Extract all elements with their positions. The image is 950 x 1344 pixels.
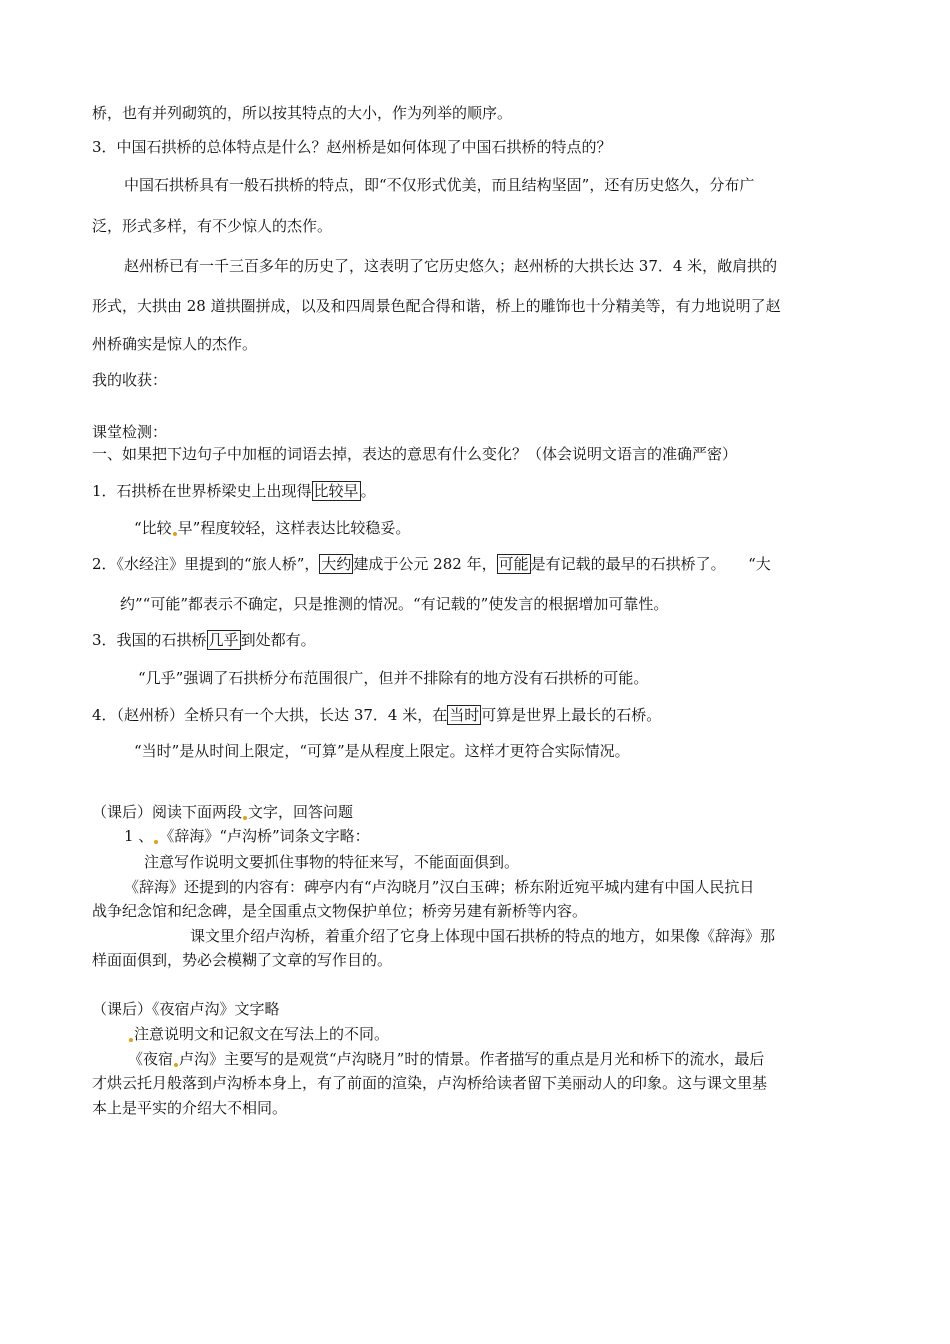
question-3: 3．中国石拱桥的总体特点是什么？赵州桥是如何体现了中国石拱桥的特点的？ [92, 138, 612, 156]
dot-mark [174, 1063, 178, 1067]
text-span: 《辞海》“卢沟桥”词条文字略： [159, 827, 370, 845]
paragraph-line: 《辞海》还提到的内容有：碑亭内有“卢沟晓月”汉白玉碑；桥东附近宛平城内建有中国人民抗日 [124, 878, 755, 896]
my-gain-heading: 我的收获： [92, 371, 168, 389]
boxed-word: 几乎 [208, 631, 239, 649]
sentence-1 [92, 481, 376, 501]
text-span: “比较 [134, 519, 172, 537]
after-class-2-heading: （课后）《夜宿卢沟》文字略 [92, 1000, 280, 1018]
paragraph-line: 本上是平实的介绍大不相同。 [92, 1099, 288, 1117]
boxed-word: 当时 [449, 706, 480, 724]
after-class-1-heading [92, 802, 353, 822]
paragraph-line: 才烘云托月般落到卢沟桥本身上，有了前面的渲染，卢沟桥给读者留下美丽动人的印象。这与课文里基 [92, 1074, 768, 1092]
text-span: 3．我国的石拱桥 [92, 631, 207, 649]
after-class-1-note: 注意写作说明文要抓住事物的特征来写，不能面面俱到。 [144, 853, 520, 871]
text-span: 州桥的大拱长达 37．4 米，敞肩拱的 [529, 257, 778, 275]
answer-line: 形式，大拱由 28 道拱圈拼成，以及和四周景色配合得和谐，桥上的雕饰也十分精美等，有力地说明了赵 [92, 297, 781, 315]
text-span: 可算是世界上最长的石桥。 [481, 706, 662, 724]
text-span: 卢沟》主要写的是观赏“卢沟晓月”时的情景。作者描写的重点是月光和桥下的流水，最后 [179, 1050, 765, 1068]
text-span: （课后）阅读下面两段 [92, 803, 243, 821]
text-span: 文字，回答问题 [248, 803, 354, 821]
text-span: 到处都有。 [240, 631, 316, 649]
text-span: 《夜宿 [128, 1050, 174, 1068]
sentence-2-answer: 约”“可能”都表示不确定，只是推测的情况。“有记载的”使发言的根据增加可靠性。 [120, 595, 669, 613]
answer-line [124, 256, 777, 276]
text-span: 1 、 [124, 827, 154, 845]
text-span: 2．《水经注》里提到的“旅人桥”， [92, 555, 320, 573]
answer-line: 州桥确实是惊人的杰作。 [92, 335, 258, 353]
text-span: 1．石拱桥在世界桥梁史上出现得 [92, 482, 312, 500]
dot-mark [129, 1038, 133, 1042]
sentence-1-answer [134, 518, 410, 538]
paragraph-line: 战争纪念馆和纪念碑，是全国重点文物保护单位；桥旁另建有新桥等内容。 [92, 902, 588, 920]
text-line: 桥，也有并列砌筑的，所以按其特点的大小，作为列举的顺序。 [92, 104, 513, 122]
check-question-1: 一、如果把下边句子中加框的词语去掉，表达的意思有什么变化？（体会说明文语言的准确严密） [92, 445, 738, 463]
text-span: 早”程度较轻，这样表达比较稳妥。 [177, 519, 411, 537]
text-span: 。 [360, 482, 376, 500]
boxed-word: 大约 [321, 555, 352, 573]
after-class-2-note [128, 1024, 389, 1044]
answer-line: 中国石拱桥具有一般石拱桥的特点，即“不仅形式优美，而且结构坚固”，还有历史悠久，分布广 [124, 176, 755, 194]
paragraph-line: 样面面俱到，势必会模糊了文章的写作目的。 [92, 951, 393, 969]
text-span: 注意说明文和记叙文在写法上的不同。 [134, 1025, 390, 1043]
text-span: 4．（赵州桥）全桥只有一个大拱，长达 37．4 米，在 [92, 706, 448, 724]
boxed-word: 可能 [498, 555, 529, 573]
dot-mark [154, 840, 158, 844]
sentence-4-answer: “当时”是从时间上限定，“可算”是从程度上限定。这样才更符合实际情况。 [134, 742, 630, 760]
sentence-3-answer: “几乎”强调了石拱桥分布范围很广，但并不排除有的地方没有石拱桥的可能。 [138, 669, 649, 687]
sentence-4 [92, 705, 661, 725]
boxed-word: 比较早 [313, 482, 359, 500]
text-span: 是有记载的最早的石拱桥了。 “大 [530, 555, 771, 573]
dot-mark [173, 532, 177, 536]
text-span: 赵州桥已有一千三百多年的历史了，这表明了它历史悠久；赵 [124, 257, 530, 275]
sentence-2 [92, 554, 771, 574]
after-class-1-item [124, 826, 370, 846]
answer-line: 泛，形式多样，有不少惊人的杰作。 [92, 217, 333, 235]
sentence-3 [92, 630, 316, 650]
paragraph-line [128, 1049, 764, 1069]
check-heading: 课堂检测： [92, 423, 168, 441]
text-span: 建成于公元 282 年， [353, 555, 497, 573]
dot-mark [243, 816, 247, 820]
paragraph-line: 课文里介绍卢沟桥，着重介绍了它身上体现中国石拱桥的特点的地方，如果像《辞海》那 [190, 927, 776, 945]
